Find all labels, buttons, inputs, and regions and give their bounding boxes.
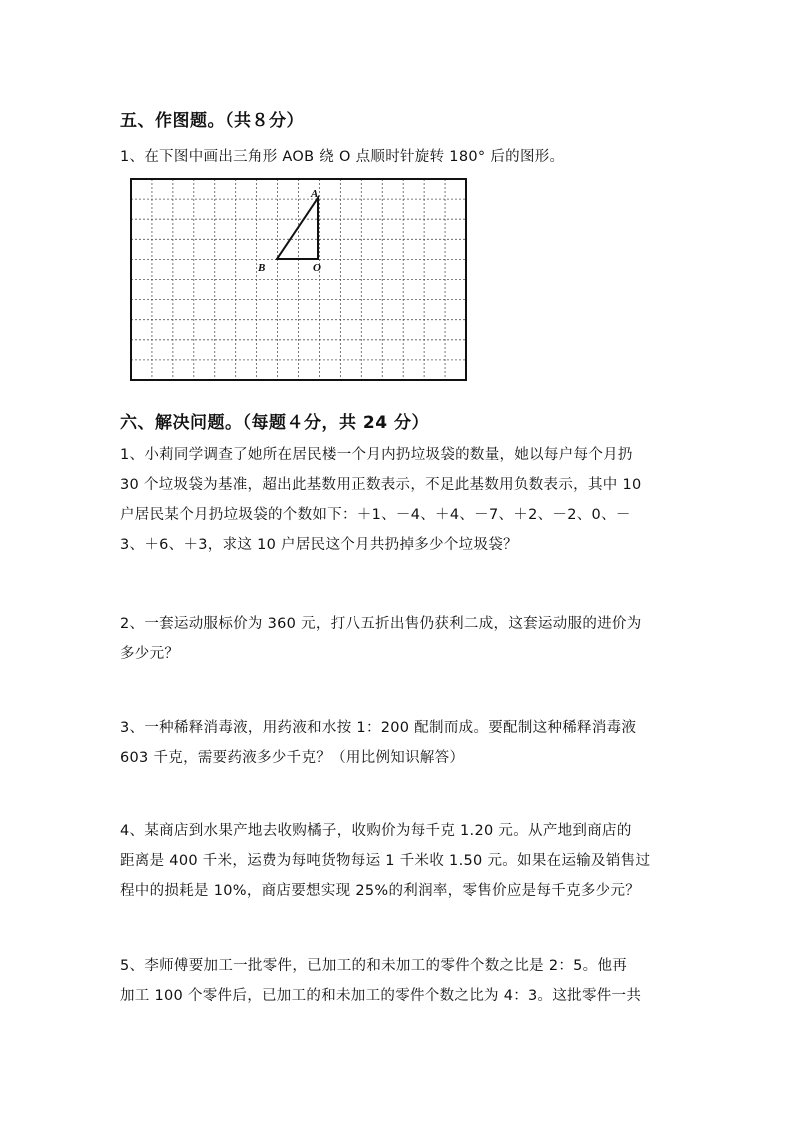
triangle-aob — [277, 198, 318, 259]
rotation-grid-figure — [130, 178, 470, 384]
question-6-3-line-2: 603 千克，需要药液多少千克？（用比例知识解答） — [120, 750, 465, 766]
question-6-5-line-2: 加工 100 个零件后，已加工的和未加工的零件个数之比为 4：3。这批零件一共 — [120, 988, 642, 1004]
label-a: A — [311, 188, 319, 200]
question-6-2-line-1: 2、一套运动服标价为 360 元，打八五折出售仍获利二成，这套运动服的进价为 — [120, 616, 642, 632]
question-6-4-line-1: 4、某商店到水果产地去收购橘子，收购价为每千克 1.20 元。从产地到商店的 — [120, 823, 632, 839]
question-6-1-line-1: 1、小莉同学调查了她所在居民楼一个月内扔垃圾袋的数量，她以每户每个月扔 — [120, 447, 633, 463]
question-6-3-line-1: 3、一种稀释消毒液，用药液和水按 1：200 配制而成。要配制这种稀释消毒液 — [120, 720, 637, 736]
question-6-1-line-3: 户居民某个月扔垃圾袋的个数如下：＋1、－4、＋4、－7、＋2、－2、0、－ — [120, 507, 631, 523]
question-6-4-line-2: 距离是 400 千米，运费为每吨货物每运 1 千米收 1.50 元。如果在运输及销售过 — [120, 853, 651, 869]
question-5-1-text: 1、在下图中画出三角形 AOB 绕 O 点顺时针旋转 180° 后的图形。 — [120, 149, 565, 165]
question-6-4-line-3: 程中的损耗是 10%，商店要想实现 25%的利润率，零售价应是每千克多少元？ — [120, 883, 641, 899]
question-6-1-line-4: 3、＋6、＋3，求这 10 户居民这个月共扔掉多少个垃圾袋？ — [120, 537, 518, 553]
section6-heading: 六、解决问题。（每题４分，共 24 分） — [120, 413, 429, 433]
grid-lines — [131, 179, 466, 380]
section5-heading: 五、作图题。（共８分） — [120, 111, 304, 131]
question-6-1-line-2: 30 个垃圾袋为基准，超出此基数用正数表示，不足此基数用负数表示，其中 10 — [120, 477, 642, 493]
question-6-2-line-2: 多少元？ — [120, 646, 180, 662]
label-o: O — [313, 262, 321, 274]
question-6-5-line-1: 5、李师傅要加工一批零件，已加工的和未加工的零件个数之比是 2：5。他再 — [120, 958, 628, 974]
label-b: B — [258, 262, 266, 274]
